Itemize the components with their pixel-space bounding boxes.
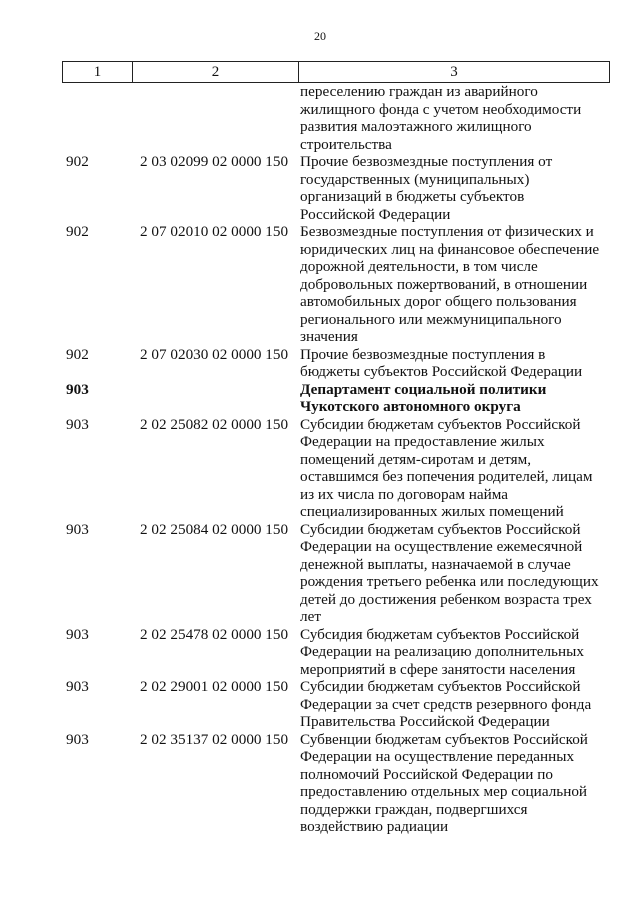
revenue-code-cell: 2 02 25478 02 0000 150 [140, 625, 289, 643]
admin-code-cell: 902 [66, 345, 89, 363]
description-line: бюджеты субъектов Российской Федерации [300, 363, 583, 380]
admin-code-cell [62, 83, 132, 153]
description-line: Субсидии бюджетам субъектов Российской [300, 415, 581, 433]
description-line: регионального или межмуниципального [300, 310, 562, 328]
description-line: Федерации за счет средств резервного фонда [300, 695, 592, 713]
description-line: жилищного фонда с учетом необходимости [300, 100, 582, 118]
description-line: из их числа по договорам найма [300, 485, 508, 503]
table-row [62, 346, 610, 381]
description-line: мероприятий в сфере занятости населения [300, 660, 576, 678]
table-row [62, 83, 610, 153]
page-number: 20 [314, 29, 326, 43]
table-row [62, 626, 610, 679]
revenue-code-cell: 2 02 29001 02 0000 150 [140, 678, 289, 695]
description-cell [298, 521, 610, 626]
column-header-3: 3 [450, 64, 458, 80]
description-line: Субсидии бюджетам субъектов Российской [300, 678, 581, 695]
description-line: предоставлению отдельных мер социальной [300, 783, 588, 800]
description-line: Прочие безвозмездные поступления от [300, 153, 553, 170]
revenue-code-cell: 2 03 02099 02 0000 150 [140, 153, 289, 170]
table-header [62, 61, 610, 83]
description-line: Безвозмездные поступления от физических и [300, 223, 594, 240]
description-line: детей до достижения ребенком возраста трех [300, 590, 592, 608]
revenue-code-cell: 2 02 25082 02 0000 150 [140, 415, 289, 433]
description-line: специализированных жилых помещений [300, 503, 564, 520]
admin-code-cell: 903 [66, 415, 89, 433]
description-line: Федерации на осуществление ежемесячной [300, 538, 583, 555]
description-line: Прочие безвозмездные поступления в [300, 345, 546, 363]
description-cell [298, 381, 610, 416]
description-line: Российской Федерации [300, 205, 451, 223]
description-line: Федерации на предоставление жилых [300, 433, 545, 450]
description-line: лет [300, 608, 321, 625]
budget-code-table [62, 61, 610, 836]
description-line: строительства [300, 135, 392, 153]
description-line: организаций в бюджеты субъектов [300, 188, 525, 205]
admin-code-cell: 903 [66, 678, 89, 695]
description-line: Правительства Российской Федерации [300, 713, 550, 730]
description-cell [298, 223, 610, 346]
description-line: денежной выплаты, назначаемой в случае [300, 555, 571, 573]
table-body [62, 83, 610, 836]
description-line: рождения третьего ребенка или последующих [300, 573, 599, 590]
description-cell [298, 346, 610, 381]
description-line: Субсидии бюджетам субъектов Российской [300, 520, 581, 538]
description-line: Федерации на реализацию дополнительных [300, 643, 584, 660]
description-line: воздействию радиации [300, 818, 449, 835]
revenue-code-cell: 2 07 02010 02 0000 150 [140, 223, 289, 240]
column-header-2: 2 [133, 62, 299, 82]
table-row [62, 521, 610, 626]
description-cell [298, 83, 610, 153]
description-cell [298, 626, 610, 679]
table-row [62, 416, 610, 521]
description-line: Субвенции бюджетам субъектов Российской [300, 730, 588, 748]
description-line: оставшимся без попечения родителей, лицам [300, 468, 593, 485]
description-cell [298, 153, 610, 223]
admin-code-cell: 902 [66, 223, 89, 240]
table-row [62, 678, 610, 731]
description-line: государственных (муниципальных) [300, 170, 530, 188]
description-line: Департамент социальной политики [300, 380, 547, 398]
table-row [62, 381, 610, 416]
admin-code-cell: 903 [66, 730, 89, 748]
description-line: развития малоэтажного жилищного [300, 118, 532, 135]
admin-code-cell: 903 [66, 380, 89, 398]
admin-code-cell: 903 [66, 625, 89, 643]
description-line: автомобильных дорог общего пользования [300, 293, 577, 310]
description-line: добровольных пожертвований, в отношении [300, 275, 588, 293]
description-line: помещений детям-сиротам и детям, [300, 450, 532, 468]
description-line: Федерации на осуществление переданных [300, 748, 575, 765]
description-line: Субсидия бюджетам субъектов Российской [300, 625, 580, 643]
description-line: Чукотского автономного округа [300, 398, 521, 415]
description-line: значения [300, 328, 358, 345]
description-line: поддержки граждан, подвергшихся [300, 800, 528, 818]
column-header-1: 1 [63, 62, 133, 82]
revenue-code-cell [132, 83, 298, 153]
table-row [62, 731, 610, 836]
revenue-code-cell: 2 02 25084 02 0000 150 [140, 520, 289, 538]
table-row [62, 153, 610, 223]
admin-code-cell: 902 [66, 153, 89, 170]
revenue-code-cell [132, 381, 298, 416]
description-line: юридических лиц на финансовое обеспечение [300, 240, 600, 258]
table-row [62, 223, 610, 346]
description-cell [298, 678, 610, 731]
description-cell [298, 416, 610, 521]
description-line: полномочий Российской Федерации по [300, 765, 553, 783]
description-line: переселению граждан из аварийного [300, 83, 538, 100]
revenue-code-cell: 2 02 35137 02 0000 150 [140, 730, 289, 748]
description-line: дорожной деятельности, в том числе [300, 258, 538, 275]
revenue-code-cell: 2 07 02030 02 0000 150 [140, 345, 289, 363]
description-cell [298, 731, 610, 836]
admin-code-cell: 903 [66, 520, 89, 538]
